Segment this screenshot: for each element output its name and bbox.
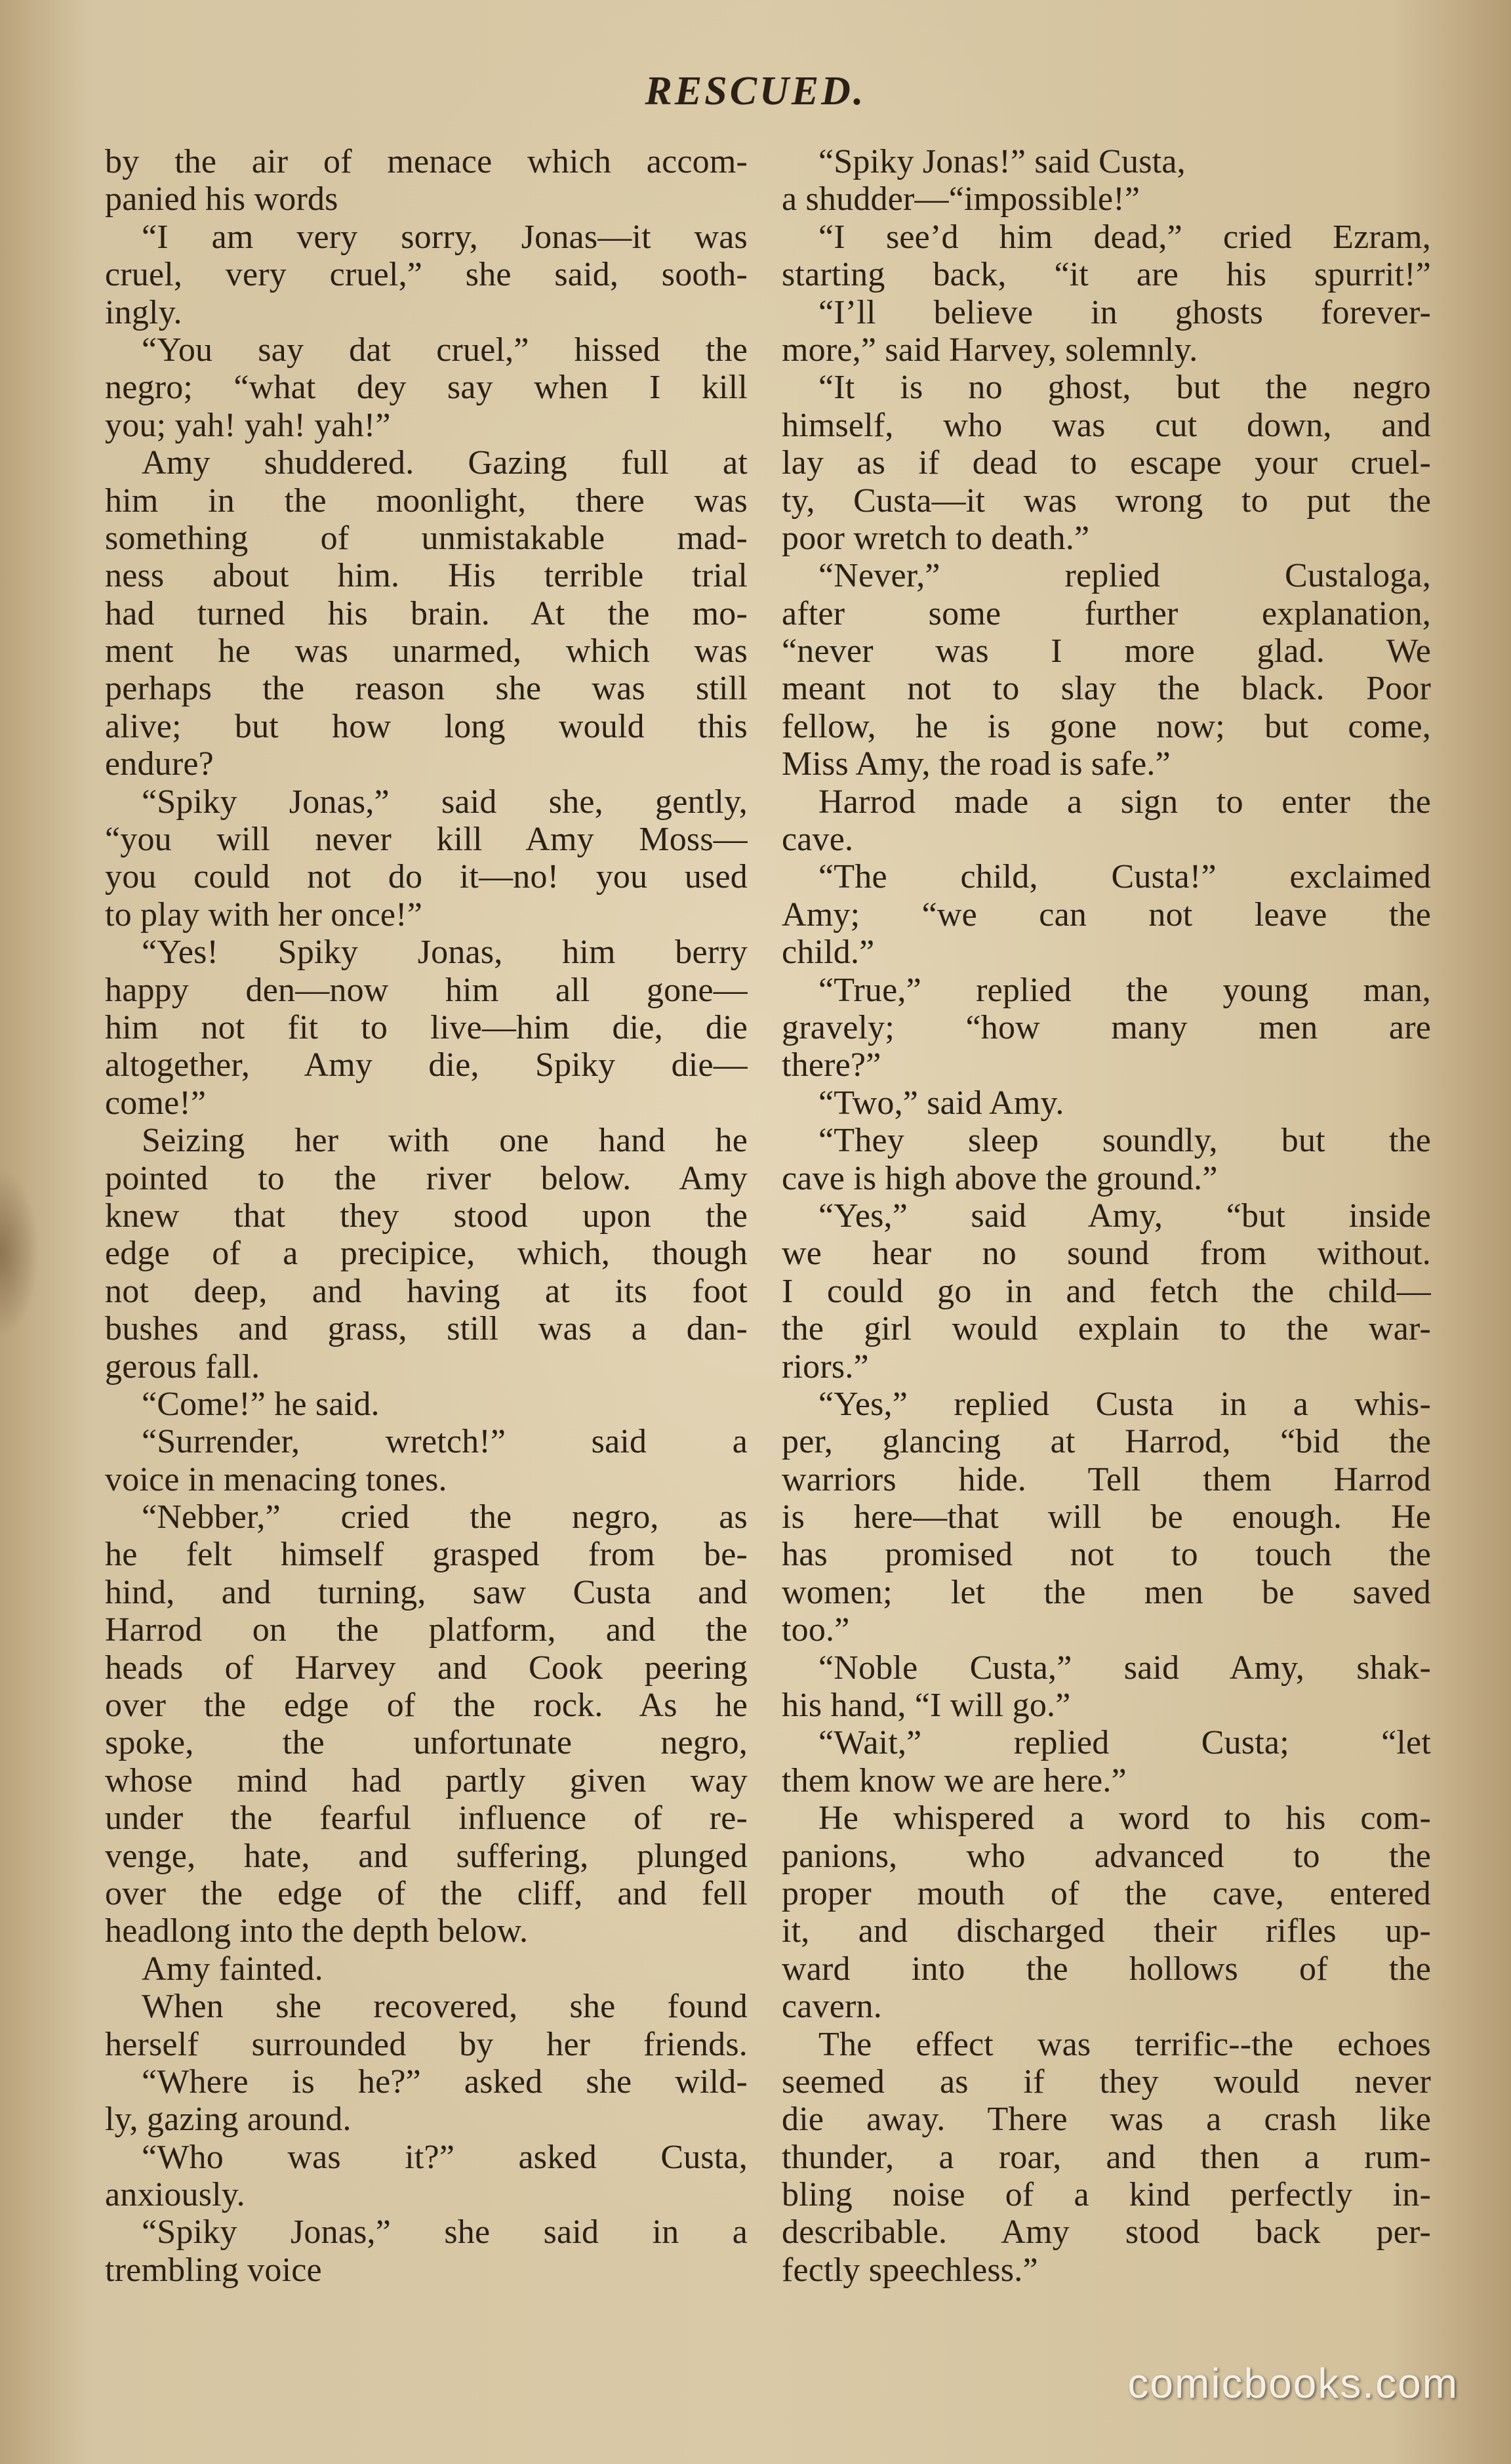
text-line: Seizing her with one hand he <box>142 1122 748 1160</box>
running-head: RESCUED. <box>645 69 866 113</box>
text-line: When she recovered, she found <box>142 1988 748 2026</box>
text-line: them know we are here.” <box>782 1761 1127 1799</box>
text-line: proper mouth of the cave, entered <box>782 1874 1431 1912</box>
text-line: headlong into the depth below. <box>105 1912 529 1950</box>
text-line: “True,” replied the young man, <box>818 971 1431 1009</box>
text-line: meant not to slay the black. Poor <box>782 670 1431 708</box>
text-line: trembling voice <box>105 2251 322 2289</box>
text-line: under the fearful influence of re- <box>105 1799 748 1838</box>
text-line: herself surrounded by her friends. <box>105 2025 748 2063</box>
text-line: thunder, a roar, and then a rum- <box>782 2138 1431 2176</box>
text-line: has promised not to touch the <box>782 1536 1431 1574</box>
text-line: “Spiky Jonas,” said she, gently, <box>142 783 748 821</box>
text-line: Amy shuddered. Gazing full at <box>142 444 748 482</box>
text-line: bushes and grass, still was a dan- <box>105 1310 748 1348</box>
text-line: something of unmistakable mad- <box>105 519 748 557</box>
text-line: over the edge of the cliff, and fell <box>105 1874 748 1912</box>
text-line: perhaps the reason she was still <box>105 670 748 708</box>
text-line: too.” <box>782 1611 850 1649</box>
text-line: “You say dat cruel,” hissed the <box>142 331 748 369</box>
text-line: bling noise of a kind perfectly in- <box>782 2176 1431 2214</box>
text-line: ly, gazing around. <box>105 2101 352 2139</box>
text-line: had turned his brain. At the mo- <box>105 594 748 632</box>
text-line: knew that they stood upon the <box>105 1197 748 1235</box>
text-line: anxiously. <box>105 2176 245 2214</box>
text-line: endure? <box>105 745 214 783</box>
text-line: cave. <box>782 821 854 859</box>
text-line: spoke, the unfortunate negro, <box>105 1724 748 1762</box>
text-line: I could go in and fetch the child— <box>782 1272 1431 1310</box>
text-line: negro; “what dey say when I kill <box>105 369 748 407</box>
text-line: starting back, “it are his spurrit!” <box>782 256 1431 294</box>
text-line: him not fit to live—him die, die <box>105 1008 748 1046</box>
text-line: heads of Harvey and Cook peering <box>105 1649 748 1687</box>
text-line: “Yes,” replied Custa in a whis- <box>818 1385 1431 1423</box>
text-line: not deep, and having at its foot <box>105 1272 748 1310</box>
text-line: gravely; “how many men are <box>782 1008 1431 1046</box>
text-line: “you will never kill Amy Moss— <box>105 821 748 859</box>
text-line: Harrod made a sign to enter the <box>818 783 1431 821</box>
text-line: is here—that will be enough. He <box>782 1498 1431 1536</box>
text-line: you; yah! yah! yah!” <box>105 406 391 444</box>
text-line: come!” <box>105 1084 207 1122</box>
text-line: riors.” <box>782 1347 869 1386</box>
page-stain <box>0 1168 39 1338</box>
text-line: cruel, very cruel,” she said, sooth- <box>105 256 748 294</box>
text-line: happy den—now him all gone— <box>105 971 748 1009</box>
text-line: ward into the hollows of the <box>782 1950 1431 1988</box>
text-line: a shudder—“impossible!” <box>782 180 1140 218</box>
text-line: “Surrender, wretch!” said a <box>142 1423 748 1461</box>
text-column-left <box>105 143 748 2321</box>
watermark-logo: comicbooks.com <box>1127 2360 1459 2407</box>
text-line: cavern. <box>782 1988 882 2026</box>
text-line: “Where is he?” asked she wild- <box>142 2063 748 2101</box>
text-line: to play with her once!” <box>105 895 422 934</box>
text-line: warriors hide. Tell them Harrod <box>782 1460 1431 1498</box>
text-column-right <box>782 143 1431 2321</box>
text-line: the girl would explain to the war- <box>782 1310 1431 1348</box>
text-line: “Spiky Jonas,” she said in a <box>142 2213 748 2251</box>
text-line: ingly. <box>105 293 182 331</box>
text-line: him in the moonlight, there was <box>105 482 748 520</box>
text-line: gerous fall. <box>105 1347 260 1386</box>
text-line: fectly speechless.” <box>782 2251 1038 2289</box>
text-line: “I’ll believe in ghosts forever- <box>818 293 1431 331</box>
text-line: we hear no sound from without. <box>782 1235 1431 1273</box>
text-line: whose mind had partly given way <box>105 1761 748 1799</box>
text-line: Amy; “we can not leave the <box>782 895 1431 934</box>
text-line: Harrod on the platform, and the <box>105 1611 748 1649</box>
text-line: “Spiky Jonas!” said Custa, <box>818 143 1186 180</box>
text-line: more,” said Harvey, solemnly. <box>782 331 1198 369</box>
text-line: ness about him. His terrible trial <box>105 557 748 595</box>
text-line: you could not do it—no! you used <box>105 858 748 896</box>
text-line: ty, Custa—it was wrong to put the <box>782 482 1431 520</box>
text-line: there?” <box>782 1046 881 1084</box>
text-line: hind, and turning, saw Custa and <box>105 1573 748 1611</box>
text-line: “Who was it?” asked Custa, <box>142 2138 748 2176</box>
text-line: “never was I more glad. We <box>782 632 1431 670</box>
text-line: by the air of menace which accom- <box>105 143 748 180</box>
text-line: He whispered a word to his com- <box>818 1799 1431 1838</box>
text-line: edge of a precipice, which, though <box>105 1235 748 1273</box>
text-line: seemed as if they would never <box>782 2063 1431 2101</box>
text-line: “Come!” he said. <box>142 1385 380 1423</box>
text-line: lay as if dead to escape your cruel- <box>782 444 1431 482</box>
text-line: panied his words <box>105 180 338 218</box>
text-line: fellow, he is gone now; but come, <box>782 707 1431 745</box>
text-line: “Yes,” said Amy, “but inside <box>818 1197 1431 1235</box>
text-line: cave is high above the ground.” <box>782 1159 1218 1197</box>
text-line: “Never,” replied Custaloga, <box>818 557 1431 595</box>
text-line: his hand, “I will go.” <box>782 1687 1071 1725</box>
text-line: “The child, Custa!” exclaimed <box>818 858 1431 896</box>
text-line: “Noble Custa,” said Amy, shak- <box>818 1649 1431 1687</box>
text-line: he felt himself grasped from be- <box>105 1536 748 1574</box>
text-line: himself, who was cut down, and <box>782 406 1431 444</box>
text-line: “They sleep soundly, but the <box>818 1122 1431 1160</box>
text-line: after some further explanation, <box>782 594 1431 632</box>
text-line: “I am very sorry, Jonas—it was <box>142 218 748 256</box>
text-line: voice in menacing tones. <box>105 1460 447 1498</box>
text-line: “Yes! Spiky Jonas, him berry <box>142 934 748 972</box>
text-line: per, glancing at Harrod, “bid the <box>782 1423 1431 1461</box>
text-line: ment he was unarmed, which was <box>105 632 748 670</box>
text-line: poor wretch to death.” <box>782 519 1090 557</box>
text-line: Amy fainted. <box>142 1950 323 1988</box>
text-line: “Two,” said Amy. <box>818 1084 1064 1122</box>
text-line: The effect was terrific--the echoes <box>818 2025 1431 2063</box>
text-line: “I see’d him dead,” cried Ezram, <box>818 218 1431 256</box>
text-line: describable. Amy stood back per- <box>782 2213 1431 2251</box>
text-line: Miss Amy, the road is safe.” <box>782 745 1171 783</box>
text-line: alive; but how long would this <box>105 707 748 745</box>
text-line: die away. There was a crash like <box>782 2101 1431 2139</box>
text-line: it, and discharged their rifles up- <box>782 1912 1431 1950</box>
text-line: pointed to the river below. Amy <box>105 1159 748 1197</box>
text-line: women; let the men be saved <box>782 1573 1431 1611</box>
text-line: “Wait,” replied Custa; “let <box>818 1724 1431 1762</box>
text-line: “It is no ghost, but the negro <box>818 369 1431 407</box>
text-line: child.” <box>782 934 875 972</box>
text-line: panions, who advanced to the <box>782 1837 1431 1875</box>
text-line: over the edge of the rock. As he <box>105 1687 748 1725</box>
text-line: venge, hate, and suffering, plunged <box>105 1837 748 1875</box>
text-line: “Nebber,” cried the negro, as <box>142 1498 748 1536</box>
text-line: altogether, Amy die, Spiky die— <box>105 1046 748 1084</box>
